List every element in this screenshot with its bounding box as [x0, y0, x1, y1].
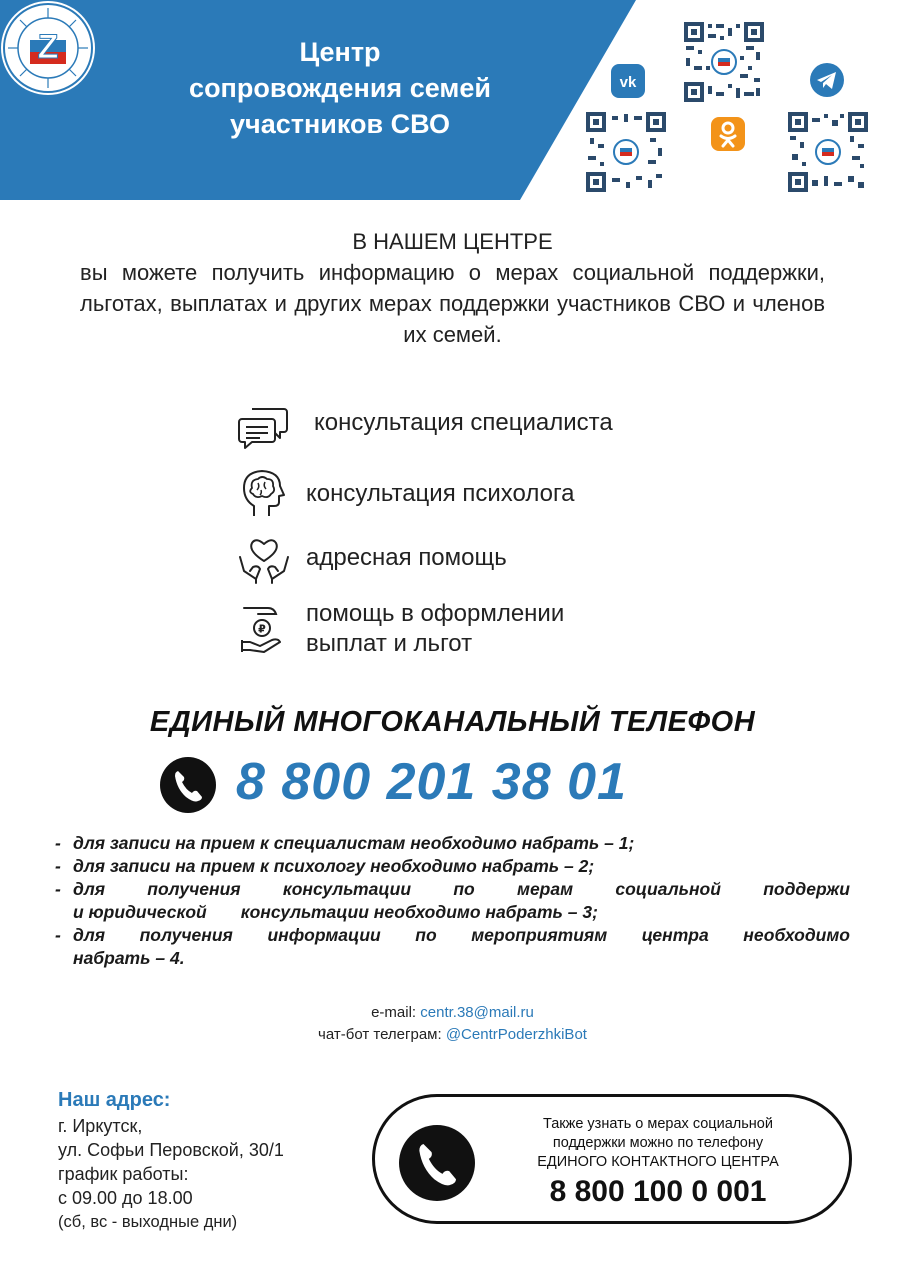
qr-code-top [684, 22, 764, 102]
phone-number[interactable]: 8 800 201 38 01 [236, 753, 627, 811]
instruction-row: - для записи на прием к специалистам необходимо набрать – 1; [55, 832, 850, 855]
service-item-specialist [238, 405, 798, 455]
heart-hands-icon [238, 535, 290, 585]
hotline-number[interactable]: 8 800 100 0 001 [549, 1175, 767, 1208]
email-label: e-mail: [371, 1004, 417, 1021]
chat-icon [238, 405, 290, 455]
hotline-line: поддержки можно по телефону [552, 1135, 764, 1151]
qr-code-right [788, 112, 868, 192]
instruction-text: набрать – 4. [73, 948, 185, 968]
service-label: консультация психолога [306, 480, 575, 507]
instruction-row: - для записи на прием к психологу необходимо набрать – 2; [55, 855, 850, 878]
instruction-row [55, 901, 850, 924]
instruction-text: для записи на прием к специалистам необходимо набрать – 1; [73, 833, 635, 853]
address-heading: Наш адрес: [58, 1089, 171, 1111]
instruction-text: для записи на прием к психологу необходимо набрать – 2; [73, 856, 595, 876]
address-line: с 09.00 до 18.00 [58, 1188, 193, 1208]
brain-head-icon [238, 468, 290, 518]
telegram-icon[interactable] [810, 63, 844, 97]
service-item-aid [238, 535, 798, 585]
bot-row [0, 1024, 905, 1046]
phone-icon [399, 1125, 475, 1201]
service-label-line-2: выплат и льгот [306, 630, 473, 657]
service-label: консультация специалиста [314, 409, 613, 436]
bot-link[interactable]: @CentrPoderzhkiBot [445, 1026, 587, 1043]
header-banner [0, 0, 905, 200]
center-title [140, 34, 540, 142]
qr-code-left [586, 112, 666, 192]
service-item-payments [238, 598, 798, 662]
center-logo [0, 0, 96, 96]
odnoklassniki-icon[interactable] [711, 117, 745, 151]
instruction-text: для получения информации по мероприятиям центра необходимо [73, 925, 850, 945]
hotline-line: Также узнать о мерах социальной [543, 1116, 773, 1132]
service-item-psychologist [238, 468, 798, 518]
address-section [58, 1088, 358, 1234]
vk-icon[interactable] [611, 64, 645, 98]
intro-body: вы можете получить информацию о мерах социальной поддержки, льготах, выплатах и других мерах поддержки участников СВО и членов их семей. [80, 260, 825, 347]
phone-title: ЕДИНЫЙ МНОГОКАНАЛЬНЫЙ ТЕЛЕФОН [149, 706, 756, 738]
title-line-1: Центр [299, 37, 381, 67]
email-link[interactable]: centr.38@mail.ru [420, 1004, 534, 1021]
email-row [0, 1002, 905, 1024]
intro-section [80, 226, 825, 350]
coin-hand-icon [238, 604, 290, 654]
title-line-3: участников СВО [230, 109, 450, 139]
logo-letter: Z [37, 28, 59, 66]
instruction-row: - для получения консультации по мерам социальной поддержи [55, 879, 850, 899]
address-line: график работы: [58, 1164, 189, 1184]
phone-icon [160, 757, 216, 813]
contacts-section [0, 1002, 905, 1046]
service-label-line-1: помощь в оформлении [306, 600, 565, 627]
hotline-box [372, 1094, 852, 1224]
address-line: (сб, вс - выходные дни) [58, 1213, 238, 1231]
dial-instructions [55, 832, 850, 970]
instruction-row [55, 947, 850, 970]
svg-text:₽: ₽ [258, 622, 266, 636]
hotline-text [503, 1115, 813, 1172]
instruction-row: - для получения информации по мероприятиям центра необходимо [55, 925, 850, 945]
service-label: адресная помощь [306, 544, 507, 571]
instruction-text: и юридической консультации необходимо набрать – 3; [73, 902, 598, 922]
svg-text:vk: vk [619, 74, 637, 91]
title-line-2: сопровождения семей [189, 73, 491, 103]
bot-label: чат-бот телеграм: [318, 1026, 442, 1043]
address-line: ул. Софьи Перовской, 30/1 [58, 1140, 284, 1160]
hotline-line: ЕДИНОГО КОНТАКТНОГО ЦЕНТРА [537, 1154, 779, 1170]
intro-heading: В НАШЕМ ЦЕНТРЕ [352, 229, 553, 254]
address-line: г. Иркутск, [58, 1116, 143, 1136]
instruction-text: для получения консультации по мерам социальной поддержи [73, 879, 850, 899]
